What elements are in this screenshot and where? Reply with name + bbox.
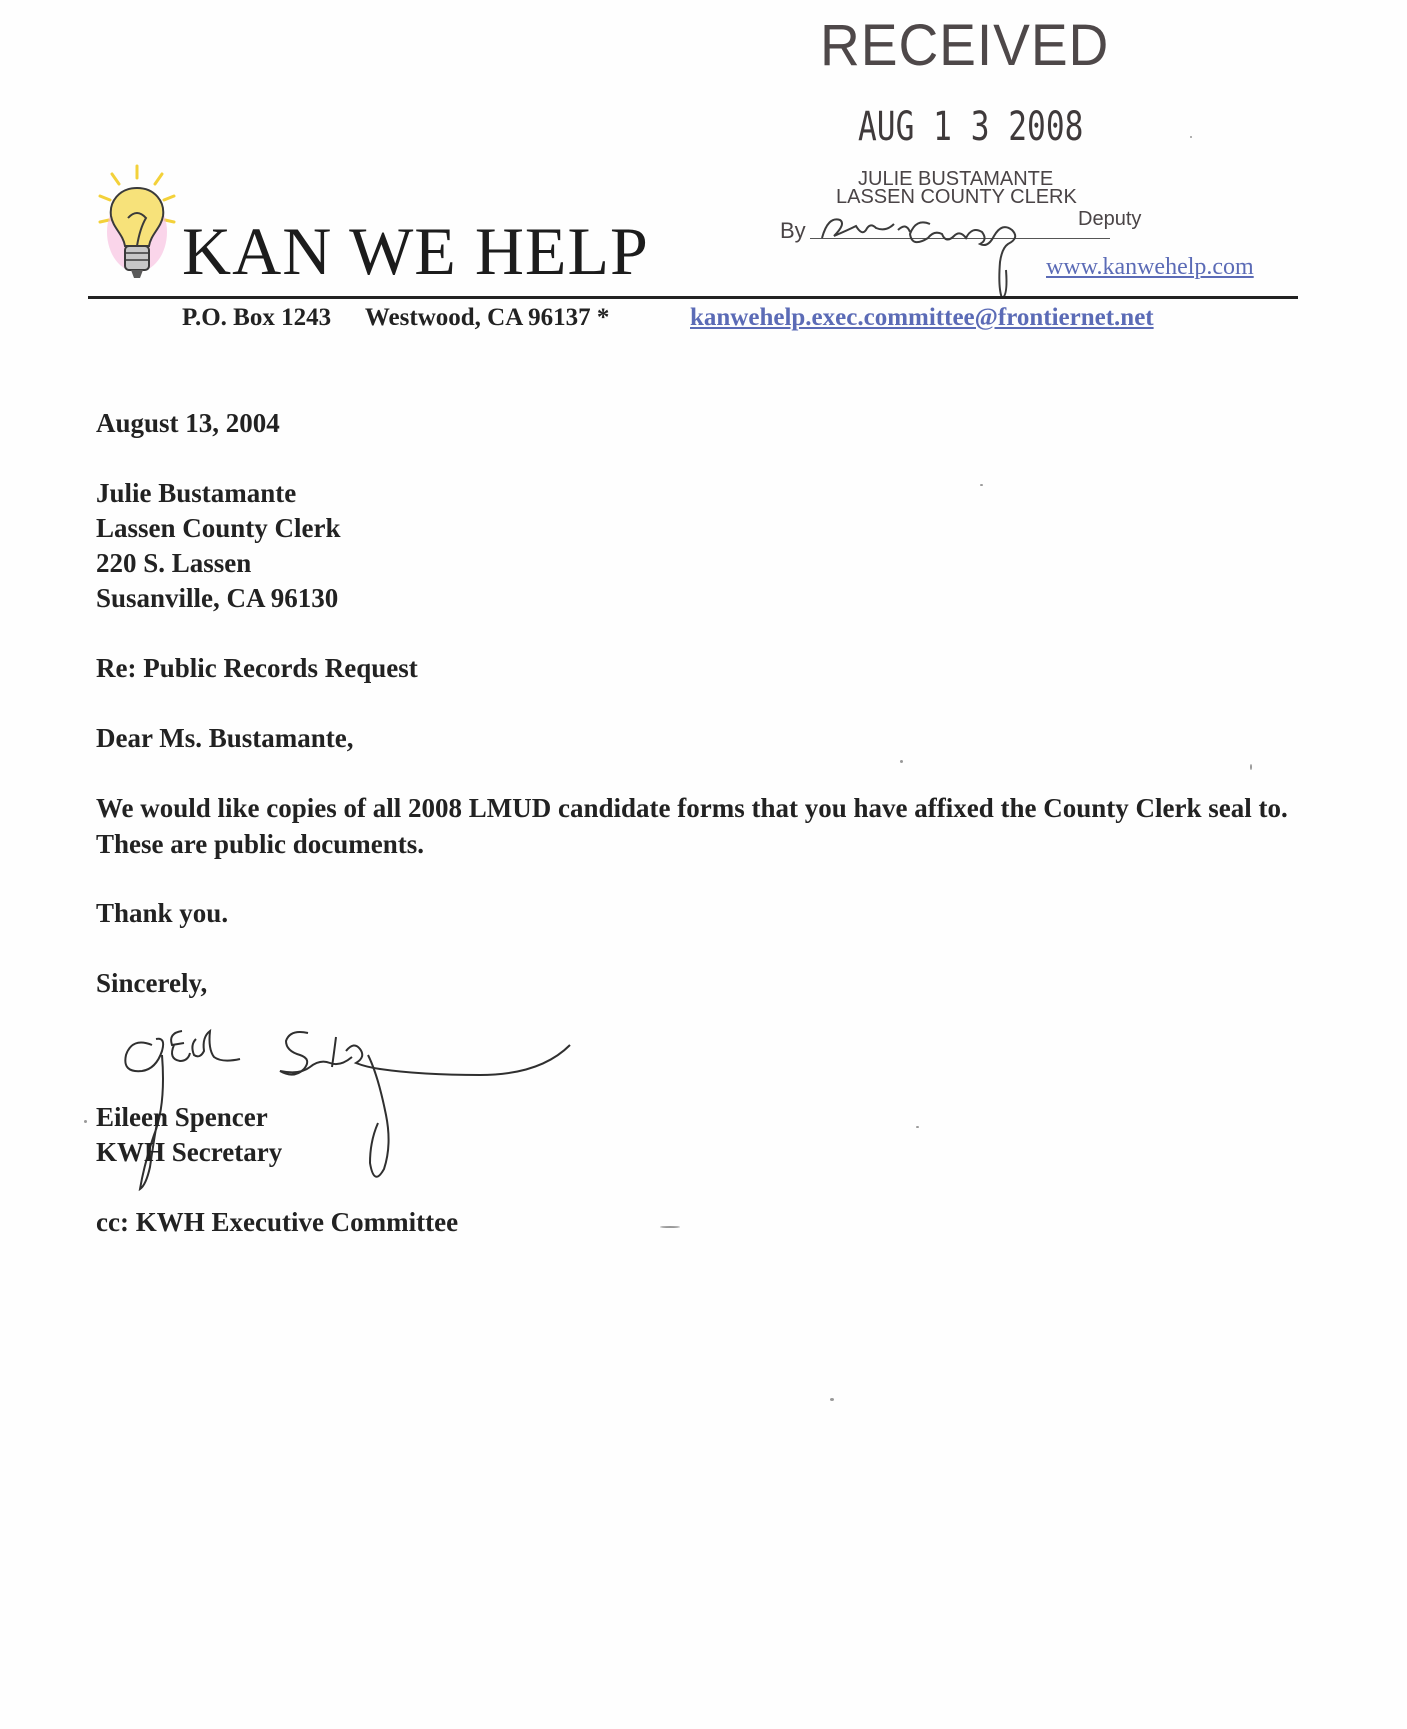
scan-speck xyxy=(900,760,903,763)
email-link[interactable]: kanwehelp.exec.committee@frontiernet.net xyxy=(690,304,1154,331)
cc-line: cc: KWH Executive Committee xyxy=(96,1207,459,1237)
stamp-received-text: RECEIVED xyxy=(820,13,1110,78)
letter-date: August 13, 2004 xyxy=(96,408,280,438)
scan-speck xyxy=(830,1398,834,1401)
scan-speck xyxy=(916,1126,919,1128)
scan-speck xyxy=(1190,136,1192,138)
recipient-street: 220 S. Lassen xyxy=(96,548,252,578)
letterhead-address xyxy=(182,304,637,332)
received-stamp xyxy=(770,8,1190,278)
salutation: Dear Ms. Bustamante, xyxy=(96,723,354,753)
thanks-line: Thank you. xyxy=(96,898,229,928)
city-state-zip: Westwood, CA 96137 * xyxy=(364,304,610,331)
recipient-city: Susanville, CA 96130 xyxy=(96,583,339,613)
organization-name: KAN WE HELP xyxy=(182,213,649,289)
stamp-by-label: By xyxy=(780,218,806,243)
subject-line: Re: Public Records Request xyxy=(96,653,418,683)
recipient-name: Julie Bustamante xyxy=(96,478,297,508)
recipient-title: Lassen County Clerk xyxy=(96,513,341,543)
scan-speck xyxy=(1250,764,1252,770)
light-bulb-icon xyxy=(92,160,182,285)
signer-name: Eileen Spencer xyxy=(96,1102,268,1132)
stamp-deputy-label: Deputy xyxy=(1078,208,1142,230)
stamp-date: AUG 1 3 2008 xyxy=(858,104,1084,150)
stamp-clerk-office: LASSEN COUNTY CLERK xyxy=(836,186,1077,208)
po-box: P.O. Box 1243 xyxy=(182,304,332,331)
scan-speck xyxy=(980,484,983,486)
website-link[interactable]: www.kanwehelp.com xyxy=(1046,254,1254,280)
stamp-clerk-name: JULIE BUSTAMANTE xyxy=(858,168,1054,190)
signer-title: KWH Secretary xyxy=(96,1137,283,1167)
scan-speck xyxy=(660,1226,680,1228)
closing-line: Sincerely, xyxy=(96,968,208,998)
body-paragraph: We would like copies of all 2008 LMUD candidate forms that you have affixed the County Clerk seal to. These are public documents. xyxy=(96,793,1288,859)
letterhead-divider xyxy=(88,296,1298,299)
scan-speck xyxy=(84,1120,87,1123)
